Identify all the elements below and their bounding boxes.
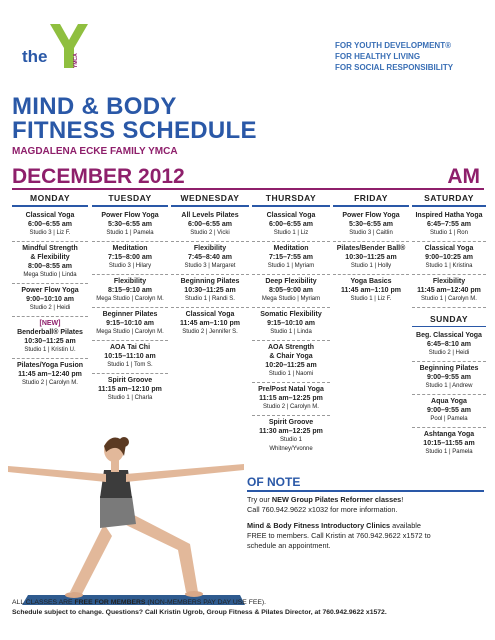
- class-name: Power Flow Yoga: [342, 212, 400, 219]
- class-location: Mega Studio | Linda: [23, 272, 77, 278]
- class-entry: [92, 275, 168, 308]
- day-header-wednesday: WEDNESDAY: [180, 193, 240, 203]
- class-entry: [252, 308, 330, 341]
- class-name: Beg. Classical Yoga: [416, 332, 482, 339]
- class-name: Aqua Yoga: [431, 398, 467, 405]
- note-paragraph-reformer: [247, 495, 487, 515]
- note-text: FREE to members. Call Kristin at 760.942.9622 x1572 to: [247, 531, 431, 540]
- class-name: Classical Yoga: [25, 212, 75, 219]
- class-entry: [171, 209, 249, 242]
- class-name: & Chair Yoga: [269, 353, 313, 360]
- class-entry: [412, 242, 486, 275]
- column-monday: [12, 209, 88, 391]
- class-time: 8:00–8:55 am: [28, 263, 72, 270]
- class-location: Studio 1 | Naomi: [268, 371, 314, 377]
- svg-text:the: the: [22, 47, 48, 66]
- day-rule: [12, 205, 88, 207]
- class-location: Studio 2 | Vicki: [190, 230, 230, 236]
- class-location: Studio 3 | Margaret: [184, 263, 236, 269]
- ymca-logo-icon: [20, 22, 100, 70]
- class-time: 11:45 am–12:40 pm: [18, 371, 82, 378]
- class-name: AOA Strength: [267, 344, 315, 351]
- class-entry: [412, 275, 486, 308]
- class-time: 9:00–10:25 am: [425, 254, 473, 261]
- class-name: Mindful Strength: [22, 245, 78, 252]
- column-thursday: [252, 209, 330, 457]
- day-rule: [171, 205, 249, 207]
- class-location: Studio 1: [279, 437, 303, 443]
- class-location: Studio 1 | Kristin U.: [24, 347, 76, 353]
- class-name: Classical Yoga: [185, 311, 235, 318]
- class-location: Studio 3 | Liz F.: [29, 230, 71, 236]
- class-location: Mega Studio | Carolyn M.: [96, 296, 164, 302]
- class-name: Benderball® Pilates: [17, 329, 83, 336]
- class-location: Studio 1 | Holly: [350, 263, 392, 269]
- class-time: 10:30–11:25 am: [345, 254, 397, 261]
- class-time: 5:30–6:55 am: [108, 221, 152, 228]
- class-time: 11:15 am–12:25 pm: [259, 395, 323, 402]
- class-location: Studio 1 | Randi S.: [185, 296, 235, 302]
- class-entry: [412, 209, 486, 242]
- day-header-thursday: THURSDAY: [265, 193, 317, 203]
- class-location: Studio 3 | Caitlin: [349, 230, 393, 236]
- class-time: 6:00–6:55 am: [28, 221, 72, 228]
- class-location: Studio 1 | Carolyn M.: [421, 296, 477, 302]
- class-entry: [412, 428, 486, 460]
- class-location: Studio 1 | Tom S.: [107, 362, 153, 368]
- class-entry: [252, 242, 330, 275]
- class-entry: [252, 341, 330, 383]
- class-name: Classical Yoga: [266, 212, 316, 219]
- class-name: All Levels Pilates: [181, 212, 239, 219]
- class-location: Studio 3 | Hilary: [108, 263, 152, 269]
- class-entry: [92, 209, 168, 242]
- class-entry: [333, 209, 409, 242]
- class-time: 8:05–9:00 am: [269, 287, 313, 294]
- day-header-saturday: SATURDAY: [424, 193, 474, 203]
- month-divider: [12, 188, 484, 190]
- class-location: Studio 2 | Carolyn M.: [22, 380, 78, 386]
- class-entry: [412, 395, 486, 428]
- class-time: 9:15–10:10 am: [267, 320, 315, 327]
- class-location: Studio 1 | Andrew: [425, 383, 473, 389]
- class-time: 11:45 am–1:10 pm: [180, 320, 240, 327]
- yoga-pose-photo: [0, 400, 250, 615]
- class-location: Studio 1 | Liz F.: [350, 296, 392, 302]
- class-location: Mega Studio | Myriam: [261, 296, 321, 302]
- class-name: Spirit Groove: [107, 377, 153, 384]
- class-time: 6:00–6:55 am: [188, 221, 232, 228]
- title-line-1: MIND & BODY: [12, 93, 177, 120]
- tagline: [335, 40, 475, 73]
- class-time: 8:15–9:10 am: [108, 287, 152, 294]
- class-name: Meditation: [273, 245, 309, 252]
- class-location: Studio 1 | Ron: [430, 230, 468, 236]
- class-time: 6:45–7:55 am: [427, 221, 471, 228]
- class-name: Pilates/Yoga Fusion: [17, 362, 83, 369]
- column-friday: [333, 209, 409, 307]
- month-bar: [12, 166, 484, 188]
- title-line-2: FITNESS SCHEDULE: [12, 117, 257, 144]
- class-entry: [12, 359, 88, 391]
- of-note-divider: [247, 490, 484, 492]
- footer-text: ALL CLASSES ARE: [12, 599, 75, 606]
- class-entry: [412, 362, 486, 395]
- class-entry: [333, 242, 409, 275]
- class-time: 6:45–8:10 am: [427, 341, 471, 348]
- class-time: 7:15–7:55 am: [269, 254, 313, 261]
- class-entry: [171, 308, 249, 340]
- day-header-sunday: SUNDAY: [412, 308, 486, 327]
- day-header-friday: FRIDAY: [354, 193, 388, 203]
- class-time: 10:30–11:25 am: [184, 287, 236, 294]
- tagline-line: FOR SOCIAL RESPONSIBILITY: [335, 63, 454, 72]
- class-location: Studio 2 | Heidi: [428, 350, 470, 356]
- note-text: available: [390, 521, 421, 530]
- class-time: 9:00–9:55 am: [427, 374, 471, 381]
- note-bold-text: NEW Group Pilates Reformer classes: [271, 495, 402, 504]
- class-entry: [171, 275, 249, 308]
- subtitle: MAGDALENA ECKE FAMILY YMCA: [12, 146, 178, 157]
- class-name: Pilates/Bender Ball®: [336, 245, 406, 252]
- note-text: Call 760.942.9622 x1032 for more information.: [247, 505, 398, 514]
- class-time: 7:15–8:00 am: [108, 254, 152, 261]
- class-entry: [12, 317, 88, 359]
- class-name: Flexibility: [432, 278, 466, 285]
- class-entry: [12, 209, 88, 242]
- note-paragraph-clinics: [247, 521, 487, 551]
- class-entry: [252, 275, 330, 308]
- class-time: 9:15–10:10 am: [106, 320, 154, 327]
- class-location: Studio 1 | Charla: [107, 395, 153, 401]
- class-name: Somatic Flexibility: [260, 311, 322, 318]
- note-text: schedule an appointment.: [247, 541, 331, 550]
- class-name: Ashtanga Yoga: [423, 431, 475, 438]
- class-time: 11:45 am–1:10 pm: [341, 287, 401, 294]
- footer-bold-text: FREE FOR MEMBERS: [74, 599, 146, 606]
- of-note-heading: OF NOTE: [247, 475, 301, 489]
- class-name: Power Flow Yoga: [101, 212, 159, 219]
- class-location: Studio 2 | Carolyn M.: [263, 404, 319, 410]
- class-time: 11:15 am–12:10 pm: [98, 386, 162, 393]
- class-entry: [412, 329, 486, 362]
- tagline-line: FOR HEALTHY LIVING: [335, 52, 421, 61]
- class-location: Studio 1 | Pamela: [425, 449, 473, 455]
- class-time: 6:00–6:55 am: [269, 221, 313, 228]
- class-location: Studio 2 | Jennifer S.: [182, 329, 238, 335]
- class-location: Studio 2 | Heidi: [29, 305, 71, 311]
- class-location: Studio 1 | Myriam: [267, 263, 315, 269]
- day-header-tuesday: TUESDAY: [108, 193, 152, 203]
- class-time: 10:15–11:55 am: [423, 440, 475, 447]
- class-time: 10:20–11:25 am: [265, 362, 317, 369]
- class-time: 11:45 am–12:40 pm: [417, 287, 481, 294]
- class-entry: [252, 416, 330, 457]
- class-name: Flexibility: [113, 278, 147, 285]
- class-location: Studio 1 | Kristina: [425, 263, 473, 269]
- class-location: Studio 1 | Pamela: [106, 230, 154, 236]
- class-name: Beginner Pilates: [102, 311, 158, 318]
- class-location: Mega Studio | Carolyn M.: [96, 329, 164, 335]
- day-rule: [92, 205, 168, 207]
- class-name: & Flexibility: [30, 254, 70, 261]
- column-tuesday: [92, 209, 168, 406]
- footer-text: (NON-MEMBERS PAY DAY USE FEE).: [145, 599, 267, 606]
- note-bold-text: Mind & Body Fitness Introductory Clinics: [247, 521, 391, 530]
- class-time: 7:45–8:40 am: [188, 254, 232, 261]
- tagline-line: FOR YOUTH DEVELOPMENT®: [335, 41, 451, 50]
- class-name: Inspired Hatha Yoga: [415, 212, 483, 219]
- note-text: Try our: [247, 495, 272, 504]
- class-time: 9:00–9:55 am: [427, 407, 471, 414]
- class-name: Pre/Post Natal Yoga: [258, 386, 324, 393]
- note-text: !: [401, 495, 404, 504]
- column-saturday: [412, 209, 486, 460]
- day-header-monday: MONDAY: [30, 193, 70, 203]
- class-name: Beginning Pilates: [180, 278, 240, 285]
- period-label: AM: [447, 165, 480, 188]
- column-wednesday: [171, 209, 249, 340]
- class-time: 5:30–6:55 am: [349, 221, 393, 228]
- class-entry: [92, 341, 168, 374]
- class-name: Classical Yoga: [424, 245, 474, 252]
- class-name: Power Flow Yoga: [21, 287, 79, 294]
- class-entry: [333, 275, 409, 307]
- class-entry: [252, 383, 330, 416]
- class-entry: [92, 308, 168, 341]
- class-time: 10:30–11:25 am: [24, 338, 76, 345]
- class-name: Flexibility: [193, 245, 227, 252]
- new-tag: [NEW]: [39, 320, 61, 327]
- class-name: Spirit Groove: [268, 419, 314, 426]
- class-time: 9:00–10:10 am: [26, 296, 74, 303]
- class-name: AOA Tai Chi: [109, 344, 151, 351]
- class-entry: [12, 242, 88, 284]
- class-name: Meditation: [112, 245, 148, 252]
- class-time: 11:30 am–12:25 pm: [259, 428, 323, 435]
- class-entry: [171, 242, 249, 275]
- class-name: Deep Flexibility: [265, 278, 317, 285]
- class-name: Yoga Basics: [350, 278, 392, 285]
- svg-text:YMCA: YMCA: [73, 53, 79, 68]
- class-time: 10:15–11:10 am: [104, 353, 156, 360]
- class-entry: [12, 284, 88, 317]
- day-rule: [333, 205, 409, 207]
- day-rule: [412, 205, 486, 207]
- footer-contact: Schedule subject to change. Questions? Call Kristin Ugrob, Group Fitness & Pilates Director, at 760.942.9622 x1572.: [12, 609, 387, 616]
- class-name: Beginning Pilates: [419, 365, 479, 372]
- class-location: Studio 1 | Linda: [270, 329, 312, 335]
- day-rule: [252, 205, 330, 207]
- class-location: Studio 1 | Liz: [273, 230, 309, 236]
- footer-free-members: [12, 599, 266, 606]
- class-entry: [252, 209, 330, 242]
- class-entry: [92, 242, 168, 275]
- class-location: Pool | Pamela: [430, 416, 468, 422]
- month-label: DECEMBER 2012: [12, 165, 185, 188]
- class-location: Whitney/Yvonne: [269, 446, 313, 452]
